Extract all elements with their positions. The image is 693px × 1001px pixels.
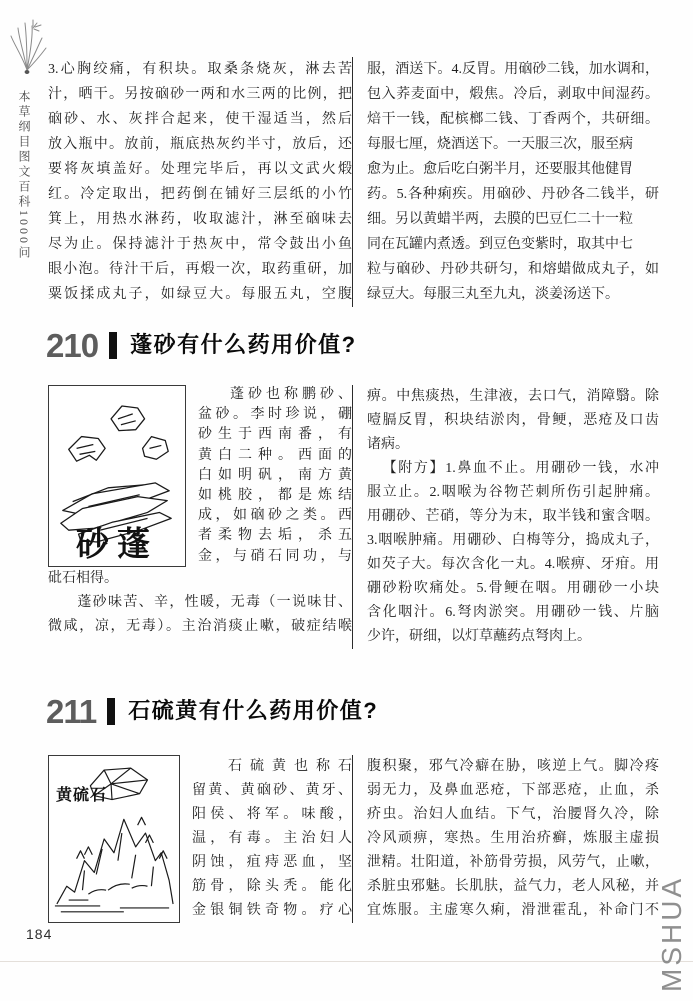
sulfur-illustration (48, 755, 180, 923)
text-line: 诸病。 (367, 437, 409, 452)
section-title: 石硫黄有什么药用价值? (128, 698, 379, 723)
edge-watermark: MSHUA (656, 875, 687, 992)
text-line: 3.心胸绞痛，有积块。取桑条烧灰，淋去苦 (48, 62, 352, 77)
text-line: 含化咽汁。6.弩肉淤突。用硼砂一钱、片脑 (367, 605, 659, 620)
plant-sketch-icon (6, 16, 50, 82)
text-line: 少许，研细，以灯草蘸药点弩肉上。 (367, 629, 591, 644)
text-line: 【附方】1.鼻血不止。用硼砂一钱，水冲 (381, 461, 659, 476)
text-line: 红。冷定取出，把药倒在铺好三层纸的小竹 (48, 187, 352, 202)
text-line: 用硼砂、芒硝，等分为末，取半钱和蜜含咽。 (367, 509, 659, 524)
section-210-body (48, 385, 660, 649)
section-210-wrapped-text (198, 385, 352, 567)
text-line: 要将灰填盖好。处理完毕后，再以文武火煅 (48, 162, 352, 177)
text-line: 尽为止。保持滤汁于热灰中，常令鼓出小鱼 (48, 237, 352, 252)
text-line: 痹。中焦痰热，生津液，去口气，消障翳。除 (367, 389, 659, 404)
section-number: 210 (46, 326, 99, 364)
text-line: 泄精。壮阳道，补筋骨劳损，风劳气，止嗽， (367, 855, 659, 870)
text-line: 硼砂粉吹痛处。5.骨鲠在咽。用硼砂一小块 (367, 581, 659, 596)
text-line: 阳侯、将军。味酸， (192, 807, 352, 822)
text-line: 硇砂、水、灰拌合起来，使干湿适当，然后 (48, 112, 352, 127)
text-line: 绿豆大。每服三丸至九丸，淡姜汤送下。 (367, 287, 619, 302)
text-line: 阴蚀，疽痔恶血，坚 (192, 855, 352, 870)
text-line: 细。另以黄蜡半两，去膜的巴豆仁二十一粒 (367, 212, 633, 227)
intro-continuation-section (48, 57, 660, 307)
text-line: 者柔物去垢，杀五 (198, 528, 352, 544)
text-line: 筋骨，除头秃。能化 (192, 879, 352, 894)
text-line: 黄白二种。西面的 (198, 447, 352, 463)
text-line: 焙干一钱，配槟榔二钱、丁香两个，共研细。 (367, 112, 659, 127)
text-line: 同在瓦罐内煮透。到豆色变紫时，取其中七 (367, 237, 633, 252)
text-line: 砂生于西南番，有 (198, 427, 352, 443)
text-line: 眼小泡。待汁干后，再煅一次，取药重研，加 (48, 262, 352, 277)
section-210-left-text (48, 567, 352, 639)
text-line: 宜炼服。主虚寒久痢，滑泄霍乱，补命门不 (367, 903, 659, 918)
text-line: 噎膈反胃，积块结淤肉，骨鲠，恶疮及口齿 (367, 413, 659, 428)
text-line: 微咸，凉，无毒）。主治消痰止嗽，破症结喉 (48, 619, 352, 634)
text-line: 如芡子大。每次含化一丸。4.喉痹、牙疳。用 (367, 557, 659, 572)
intro-left-column (48, 57, 352, 307)
section-211-header (46, 693, 660, 729)
text-line: 粒与硇砂、丹砂共研匀，和熔蜡做成丸子，如 (367, 262, 659, 277)
text-line: 包入荞麦面中，煅焦。冷后，剥取中间湿药。 (367, 87, 659, 102)
section-211-body (48, 755, 660, 923)
section-title: 蓬砂有什么药用价值? (130, 332, 357, 357)
page-number: 184 (26, 926, 53, 942)
text-line: 温，有毒。主治妇人 (192, 831, 352, 846)
bottom-rule-divider (0, 961, 693, 962)
text-line: 杀脏虫邪魅。长肌肤，益气力，老人风秘，并 (367, 879, 659, 894)
text-line: 白如明矾，南方黄 (198, 467, 352, 483)
text-line: 愈为止。愈后吃白粥半月，还要服其他健胃 (367, 162, 633, 177)
text-line: 石硫黄也称石 (220, 759, 352, 774)
text-line: 每服七厘，烧酒送下。一天服三次，服至病 (367, 137, 633, 152)
text-line: 腹积聚，邪气冷癖在胁，咳逆上气。脚冷疼 (367, 759, 659, 774)
text-line: 冷风顽痹，寒热。生用治疥癣，炼服主虚损 (367, 831, 659, 846)
text-line: 汁，晒干。另按硇砂一两和水三两的比例，把 (48, 87, 352, 102)
text-line: 盆砂。李时珍说，硼 (198, 407, 352, 423)
borax-illustration (48, 385, 186, 567)
text-line: 服立止。2.咽喉为谷物芒刺所伤引起肿痛。 (367, 485, 659, 500)
section-number: 211 (46, 692, 97, 730)
text-line: 如桃胶，都是炼结 (198, 487, 352, 503)
text-line: 金银铜铁奇物。疗心 (192, 903, 352, 918)
text-line: 砒石相得。 (48, 571, 118, 586)
text-line: 金，与硝石同功，与 (198, 548, 352, 564)
header-bar-divider (109, 332, 117, 359)
text-line: 疥虫。治妇人血结。下气，治腰肾久冷，除 (367, 807, 659, 822)
section-210-left-column (48, 385, 352, 639)
text-line: 弱无力，及鼻血恶疮，下部恶疮，止血，杀 (367, 783, 659, 798)
text-line: 蓬砂味苦、辛，性暖，无毒（一说味甘、 (76, 595, 352, 610)
section-211-right-column (352, 755, 659, 923)
text-line: 成，如硇砂之类。西 (198, 508, 352, 524)
intro-right-column (352, 57, 659, 307)
text-line: 3.咽喉肿痛。用硼砂、白梅等分，捣成丸子， (367, 533, 659, 548)
book-title-vertical: 本草纲目图文百科1000问 (17, 90, 31, 261)
section-210-right-column (352, 385, 659, 649)
text-line: 服，酒送下。4.反胃。用硇砂二钱，加水调和， (367, 62, 659, 77)
text-line: 药。5.各种痢疾。用硇砂、丹砂各二钱半，研 (367, 187, 659, 202)
header-bar-divider (107, 698, 115, 725)
section-210-header (46, 327, 660, 363)
text-line: 粟饭揉成丸子，如绿豆大。每服五丸，空腹 (48, 287, 352, 302)
text-line: 蓬砂也称鹏砂、 (226, 387, 352, 402)
text-line: 箕上，用热水淋药，收取滤汁，淋至硇味去 (48, 212, 352, 227)
section-211-left-column (48, 755, 352, 923)
figure-label: 黄硫石 (56, 787, 108, 804)
text-line: 留黄、黄硇砂、黄牙、 (192, 783, 352, 798)
page-body (48, 0, 660, 923)
figure-caption: 砂蓬 (76, 527, 158, 563)
section-211-wrapped-text (192, 755, 352, 923)
text-line: 放入瓶中。放前，瓶底热灰约半寸，放后，还 (48, 137, 352, 152)
